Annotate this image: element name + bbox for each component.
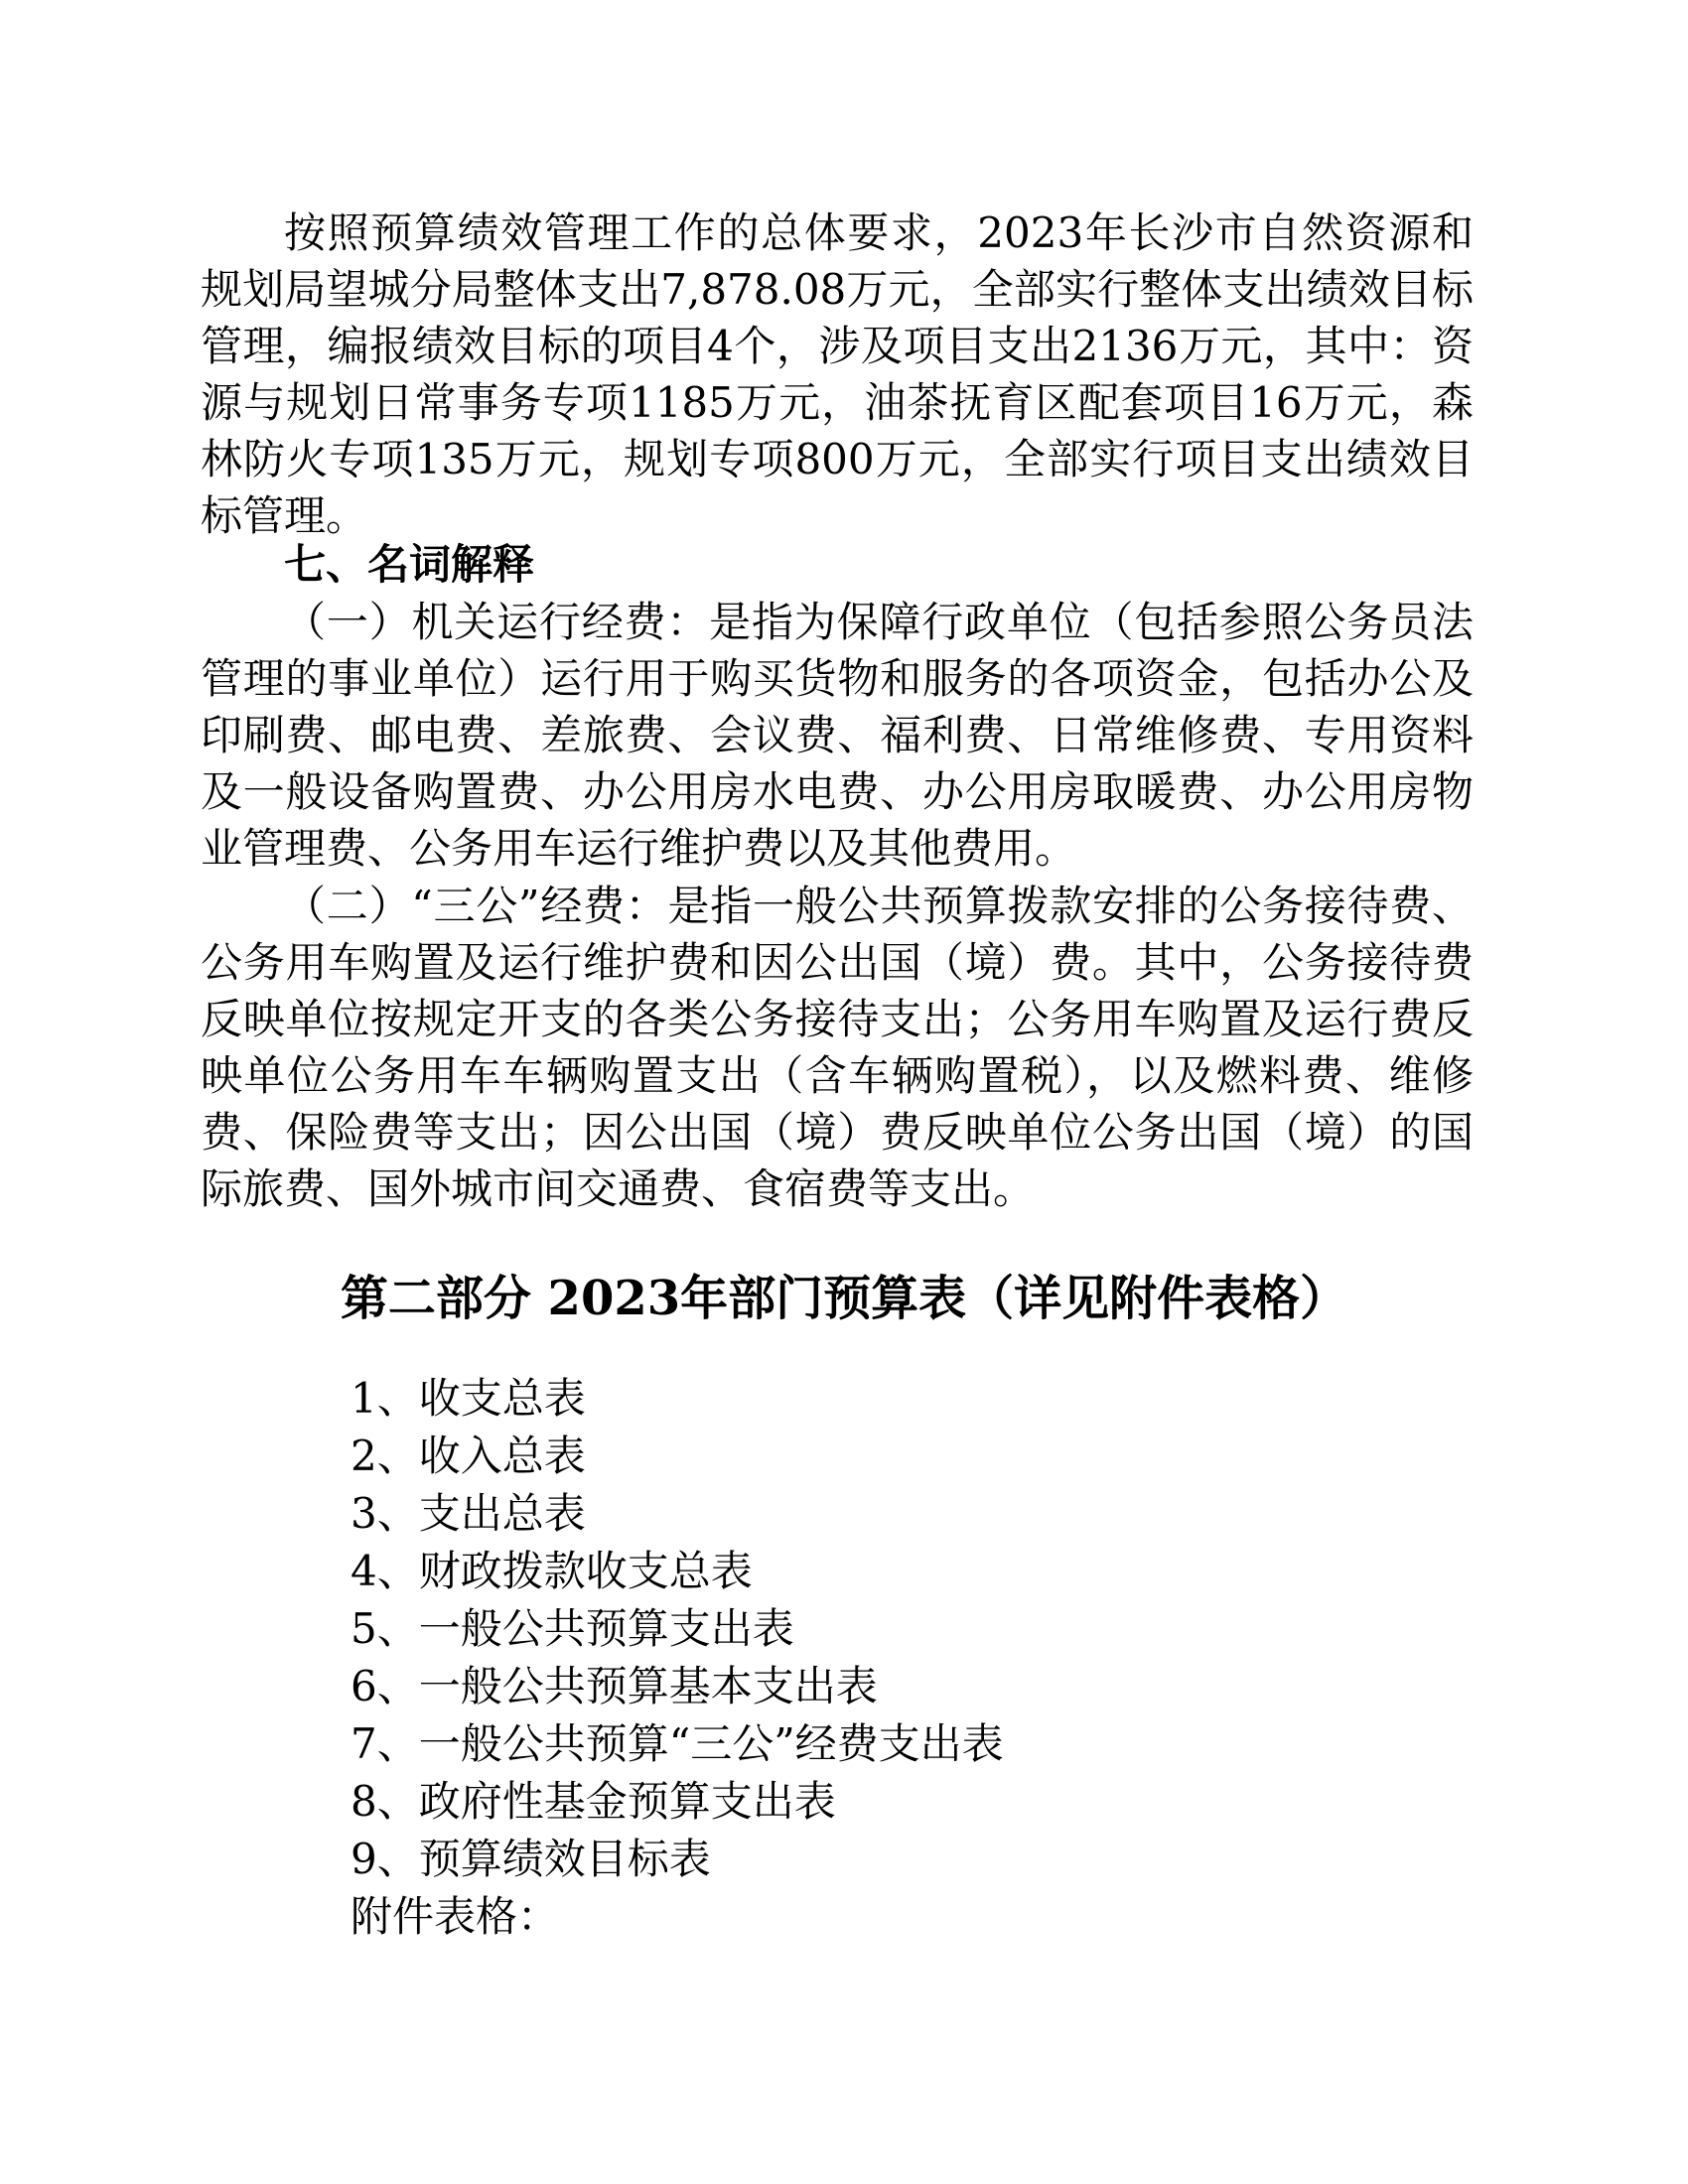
definition-three-public-expenses: （二）“三公”经费：是指一般公共预算拨款安排的公务接待费、公务用车购置及运行维护费和因公出国（境）费。其中，公务接待费反映单位按规定开支的各类公务接待支出；公务用车购置及运行费反映单位公务用车车辆购置支出（含车辆购置税），以及燃料费、维修费、保险费等支出；因公出国（境）费反映单位公务出国（境）的国际旅费、国外城市间交通费、食宿费等支出。 (201, 882, 1474, 1213)
performance-paragraph: 按照预算绩效管理工作的总体要求，2023年长沙市自然资源和规划局望城分局整体支出7,878.08万元，全部实行整体支出绩效目标管理，编报绩效目标的项目4个，涉及项目支出2136万元，其中：资源与规划日常事务专项1185万元，油茶抚育区配套项目16万元，森林防火专项135万元，规划专项800万元，全部实行项目支出绩效目标管理。 (201, 208, 1474, 540)
list-item: 6、一般公共预算基本支出表 (351, 1662, 878, 1710)
list-item: 7、一般公共预算“三公”经费支出表 (351, 1719, 1004, 1768)
definition-operating-expenses: （一）机关运行经费：是指为保障行政单位（包括参照公务员法管理的事业单位）运行用于购买货物和服务的各项资金，包括办公及印刷费、邮电费、差旅费、会议费、福利费、日常维修费、专用资料及一般设备购置费、办公用房水电费、办公用房取暖费、办公用房物业管理费、公务用车运行维护费以及其他费用。 (201, 598, 1474, 873)
section-seven-heading: 七、名词解释 (284, 540, 535, 589)
list-item: 3、支出总表 (351, 1489, 586, 1538)
list-item: 5、一般公共预算支出表 (351, 1604, 794, 1653)
attachment-label: 附件表格： (351, 1892, 560, 1941)
table-list (351, 1370, 1004, 1888)
list-item: 4、财政拨款收支总表 (351, 1547, 753, 1595)
list-item: 2、收入总表 (351, 1432, 586, 1480)
list-item: 1、收支总表 (351, 1374, 586, 1423)
part-two-title: 第二部分 2023年部门预算表（详见附件表格） (340, 1271, 1348, 1326)
list-item: 8、政府性基金预算支出表 (351, 1777, 836, 1826)
list-item: 9、预算绩效目标表 (351, 1835, 711, 1883)
